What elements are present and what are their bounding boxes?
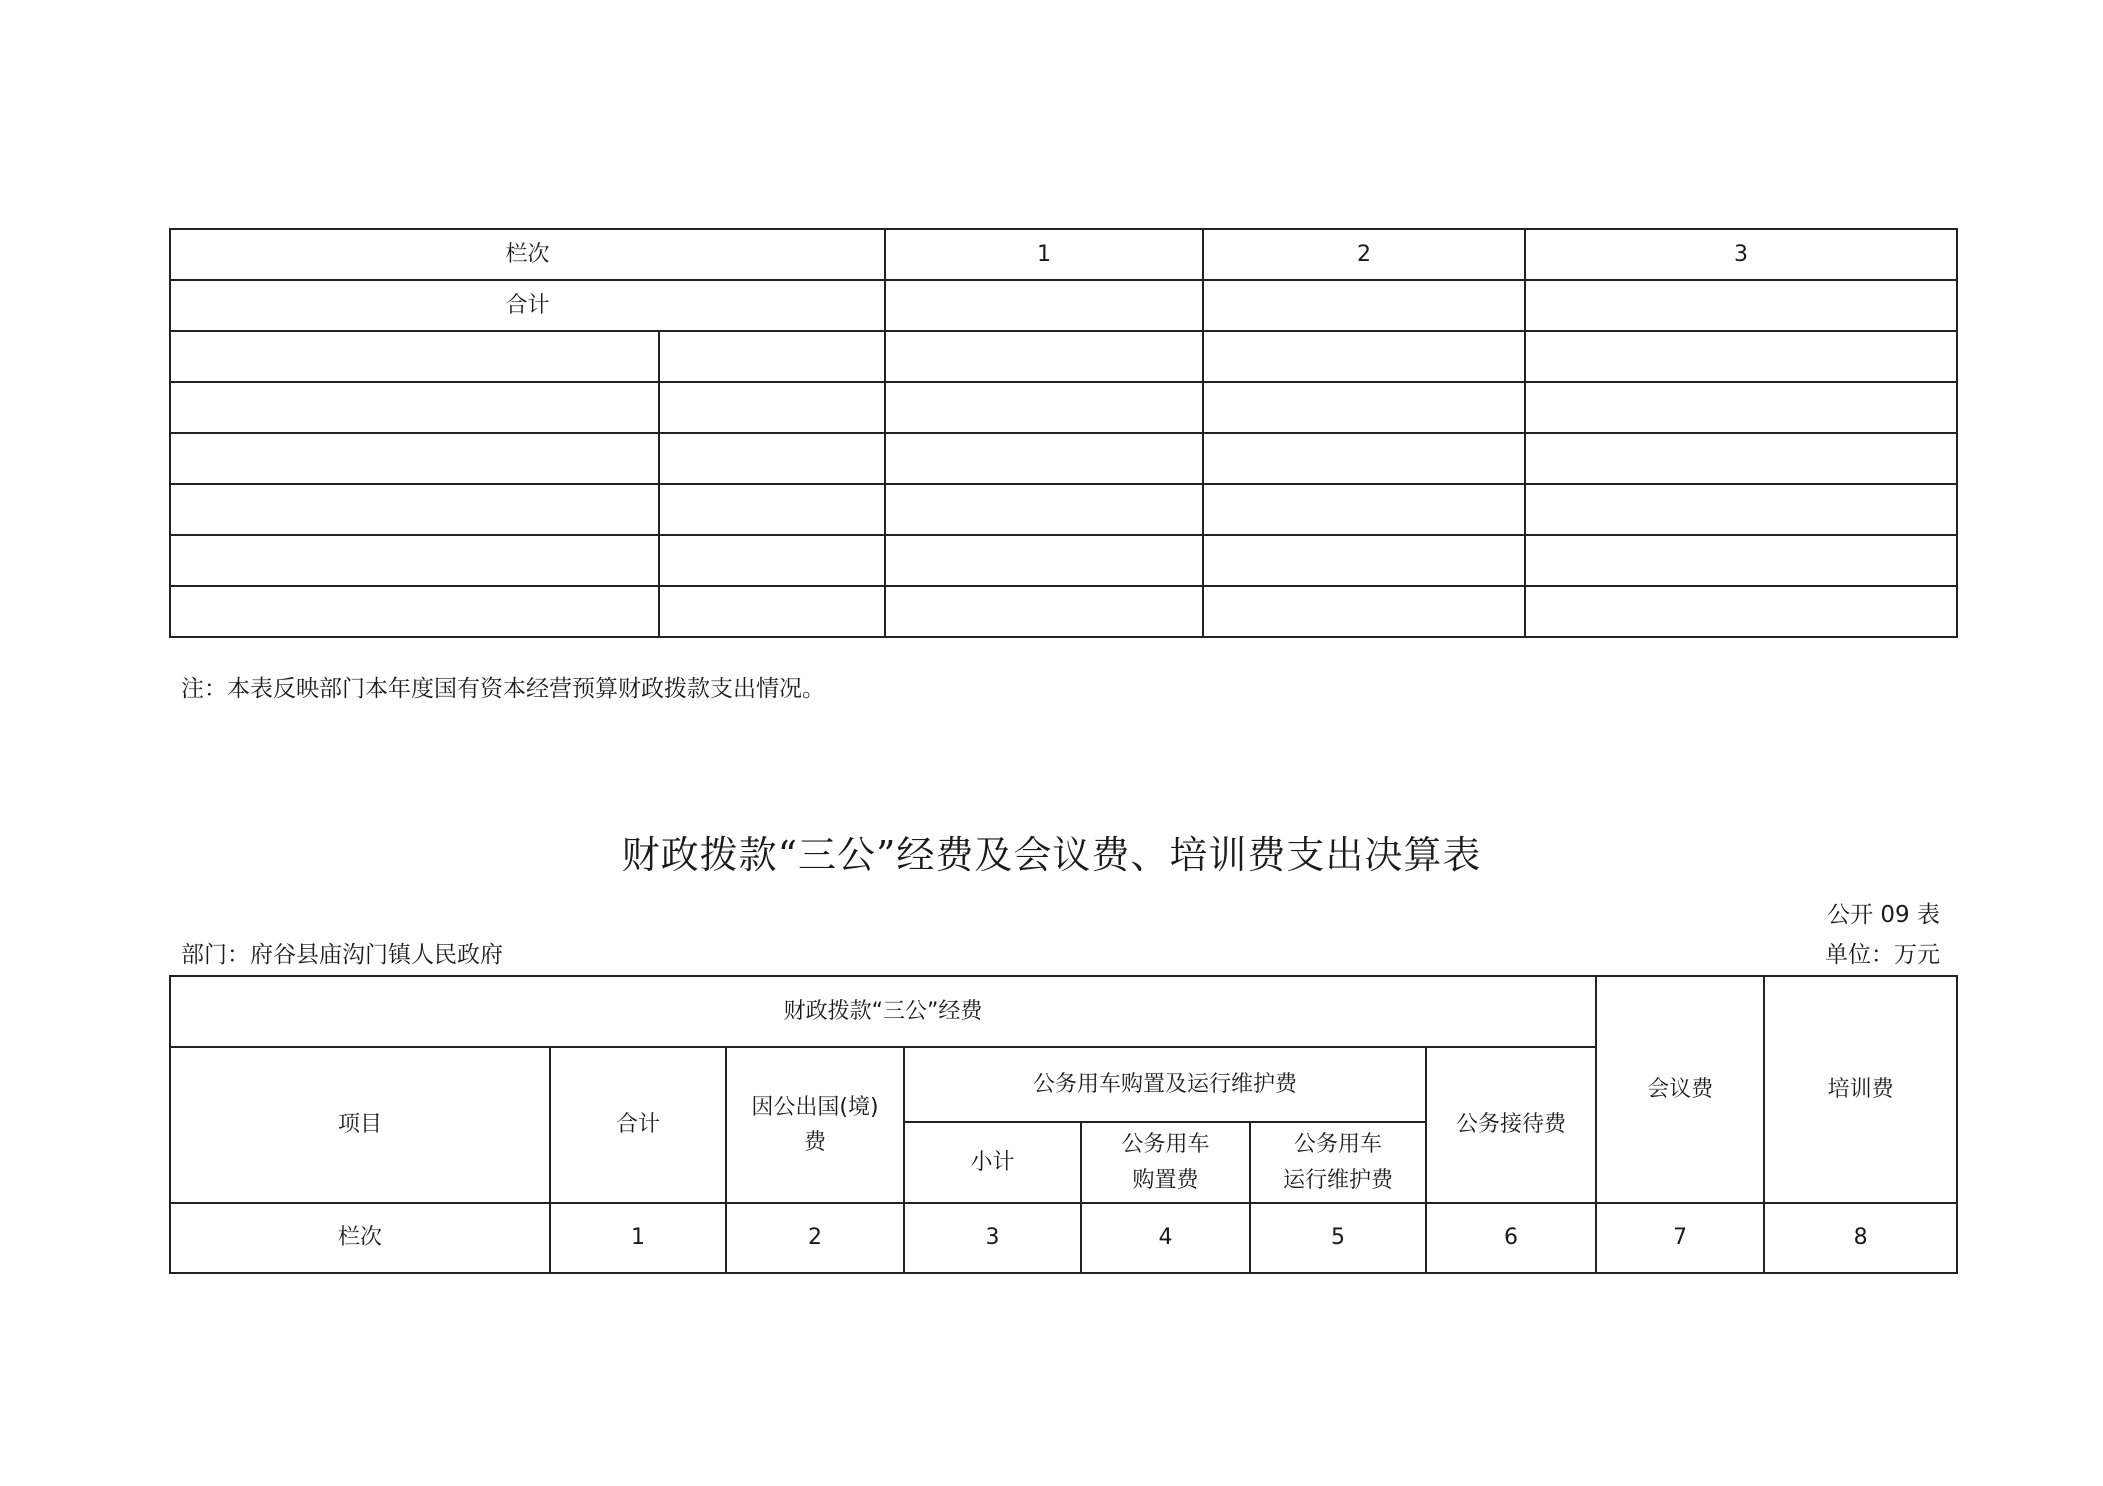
table-cell (170, 382, 659, 433)
table-row (170, 976, 1957, 1047)
column-index-label: 栏次 (170, 229, 885, 280)
vehicle-maintenance-header (1250, 1122, 1426, 1203)
table-cell (1525, 382, 1957, 433)
vehicle-purchase-line2: 购置费 (1132, 1167, 1199, 1193)
meeting-fee-header: 会议费 (1596, 976, 1764, 1203)
column-index: 3 (904, 1203, 1081, 1273)
table-row (170, 1203, 1957, 1273)
table-cell (1525, 484, 1957, 535)
table-note: 注：本表反映部门本年度国有资本经营预算财政拨款支出情况。 (181, 676, 825, 702)
table-cell (659, 586, 885, 637)
vehicle-maintenance-line1: 公务用车 (1293, 1132, 1382, 1158)
table-row (170, 382, 1957, 433)
table-row (170, 280, 1957, 331)
table-cell (659, 331, 885, 382)
table-cell (1525, 535, 1957, 586)
overseas-trip-fee-line2: 费 (803, 1130, 826, 1155)
table-cell (885, 484, 1203, 535)
table-cell (1525, 331, 1957, 382)
table-cell (1203, 331, 1525, 382)
total-label: 合计 (170, 280, 885, 331)
table-cell (1203, 382, 1525, 433)
subtotal-header: 小计 (904, 1122, 1081, 1203)
overseas-trip-fee-line1: 因公出国(境) (751, 1094, 879, 1120)
training-fee-header: 培训费 (1764, 976, 1957, 1203)
table-cell (1203, 586, 1525, 637)
table-cell (170, 331, 659, 382)
column-index: 2 (1203, 229, 1525, 280)
column-index: 1 (550, 1203, 726, 1273)
three-public-expenses-table (169, 975, 1958, 1274)
table-cell (885, 433, 1203, 484)
table-cell (885, 382, 1203, 433)
total-header: 合计 (550, 1047, 726, 1203)
table-row (170, 331, 1957, 382)
table-cell (1203, 433, 1525, 484)
table-cell (1203, 484, 1525, 535)
column-index: 1 (885, 229, 1203, 280)
table-cell (1525, 433, 1957, 484)
table-cell (170, 433, 659, 484)
column-index: 5 (1250, 1203, 1426, 1273)
column-index: 3 (1525, 229, 1957, 280)
vehicle-purchase-header (1081, 1122, 1250, 1203)
table-cell (885, 280, 1203, 331)
table-cell (659, 484, 885, 535)
table-row (170, 433, 1957, 484)
table-cell (1203, 535, 1525, 586)
page-title: 财政拨款“三公”经费及会议费、培训费支出决算表 (621, 833, 1482, 877)
column-index: 7 (1596, 1203, 1764, 1273)
table-row (170, 229, 1957, 280)
table-cell (885, 535, 1203, 586)
table-cell (1203, 280, 1525, 331)
three-public-group-header: 财政拨款“三公”经费 (170, 976, 1596, 1047)
state-capital-expenditure-table (169, 228, 1958, 638)
table-cell (1525, 586, 1957, 637)
table-cell (659, 433, 885, 484)
table-row (170, 484, 1957, 535)
table-cell (659, 382, 885, 433)
column-index-label: 栏次 (170, 1203, 550, 1273)
vehicle-group-header: 公务用车购置及运行维护费 (904, 1047, 1426, 1122)
table-cell (885, 586, 1203, 637)
reception-fee-header: 公务接待费 (1426, 1047, 1596, 1203)
column-index: 2 (726, 1203, 904, 1273)
column-index: 4 (1081, 1203, 1250, 1273)
table-cell (170, 535, 659, 586)
vehicle-purchase-line1: 公务用车 (1121, 1132, 1210, 1158)
table-row (170, 535, 1957, 586)
table-cell (170, 484, 659, 535)
table-cell (1525, 280, 1957, 331)
column-index: 8 (1764, 1203, 1957, 1273)
table-cell (170, 586, 659, 637)
unit-label: 单位：万元 (1825, 942, 1940, 968)
overseas-trip-fee-header (726, 1047, 904, 1203)
department-label: 部门：府谷县庙沟门镇人民政府 (181, 942, 503, 968)
column-index: 6 (1426, 1203, 1596, 1273)
form-number: 公开 09 表 (1827, 902, 1940, 928)
table-cell (885, 331, 1203, 382)
item-header: 项目 (170, 1047, 550, 1203)
vehicle-maintenance-line2: 运行维护费 (1282, 1167, 1393, 1193)
table-cell (659, 535, 885, 586)
table-row (170, 586, 1957, 637)
